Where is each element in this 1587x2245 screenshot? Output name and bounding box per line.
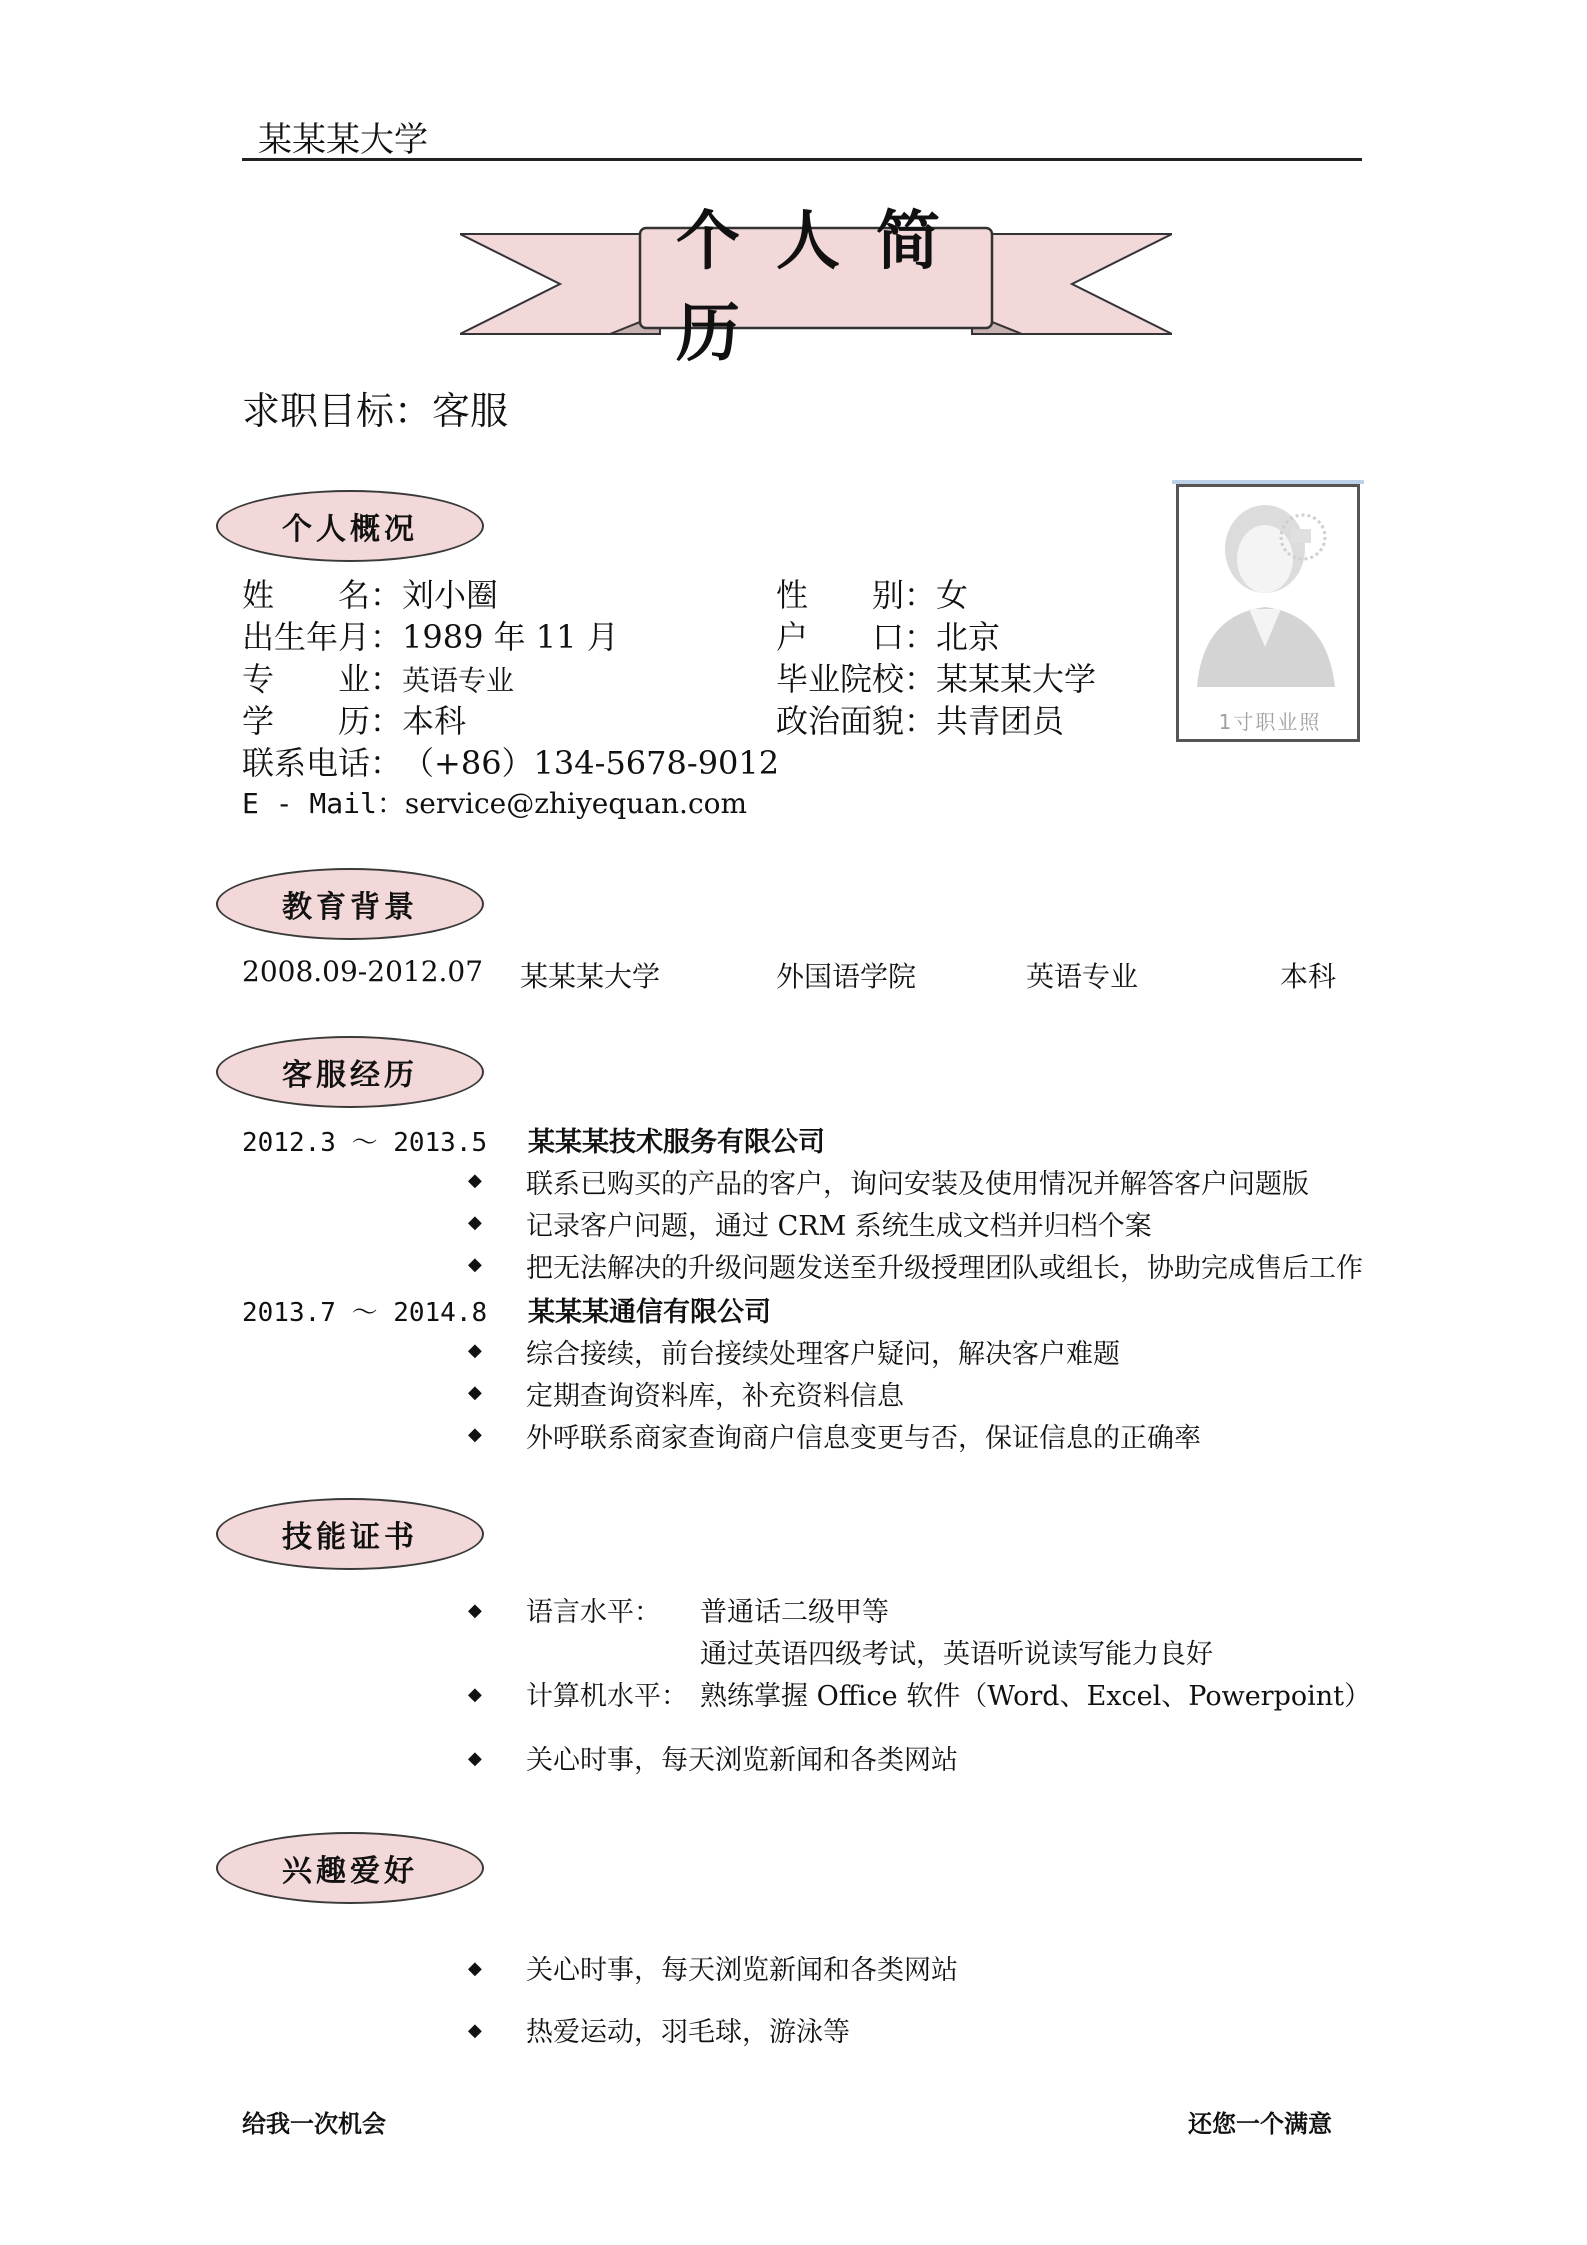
person-silhouette-icon (1179, 487, 1357, 687)
education-major: 英语专业 (1026, 960, 1139, 993)
section-profile-title: 个人概况 (282, 512, 418, 547)
hobby-item: 热爱运动，羽毛球，游泳等 (526, 2017, 850, 2048)
section-hobbies-header (216, 1832, 484, 1904)
section-hobbies-title: 兴趣爱好 (282, 1854, 418, 1889)
section-skills-title: 技能证书 (282, 1520, 418, 1555)
politics-label: 政治面貌： (776, 702, 937, 740)
job-company: 某某某技术服务有限公司 (528, 1127, 825, 1158)
birth-value: 1989 年 11 月 (402, 618, 619, 656)
degree-value: 本科 (402, 702, 467, 740)
bullet-icon: ◆ (468, 1382, 482, 1403)
job-date: 2012.3 ～ 2013.5 (242, 1128, 488, 1158)
objective-label: 求职目标： (242, 389, 433, 433)
gender-label: 性 别： (776, 576, 937, 614)
profile-gender (776, 570, 968, 616)
job-objective (242, 380, 508, 435)
section-profile-header (216, 490, 484, 562)
page-title: 个人简历 (676, 204, 976, 371)
profile-name (242, 570, 498, 616)
objective-value: 客服 (432, 389, 509, 433)
job-duty: 外呼联系商家查询商户信息变更与否，保证信息的正确率 (526, 1423, 1201, 1454)
email-value: service@zhiyequan.com (404, 787, 748, 820)
phone-value: （+86）134-5678-9012 (402, 744, 780, 782)
major-label: 专 业： (242, 660, 403, 698)
photo-caption: 1寸职业照 (1218, 710, 1322, 734)
header-rule (242, 158, 1362, 161)
profile-politics (776, 696, 1064, 742)
education-college: 外国语学院 (776, 960, 917, 993)
footer-left: 给我一次机会 (242, 2109, 386, 2138)
bullet-icon: ◆ (468, 1170, 482, 1191)
bullet-icon: ◆ (468, 1254, 482, 1275)
footer-right: 还您一个满意 (1188, 2109, 1332, 2138)
hobby-item: 关心时事，每天浏览新闻和各类网站 (526, 1955, 958, 1986)
education-degree: 本科 (1280, 960, 1337, 993)
job-duty: 定期查询资料库，补充资料信息 (526, 1381, 904, 1412)
gender-value: 女 (936, 576, 969, 614)
hukou-label: 户 口： (776, 618, 937, 656)
job-date: 2013.7 ～ 2014.8 (242, 1298, 488, 1328)
bullet-icon: ◆ (468, 1212, 482, 1233)
education-school: 某某某大学 (520, 960, 661, 993)
job-company: 某某某通信有限公司 (528, 1297, 771, 1328)
profile-degree (242, 696, 466, 742)
degree-label: 学 历： (242, 702, 403, 740)
school-value: 某某某大学 (936, 660, 1097, 698)
profile-phone (242, 738, 779, 784)
phone-label: 联系电话： (242, 744, 403, 782)
bullet-icon: ◆ (468, 1424, 482, 1445)
job-duty: 把无法解决的升级问题发送至升级授理团队或组长，协助完成售后工作 (526, 1253, 1363, 1284)
bullet-icon: ◆ (468, 1340, 482, 1361)
job-duty: 综合接续，前台接续处理客户疑问，解决客户难题 (526, 1339, 1120, 1370)
skill-computer-value: 熟练掌握 Office 软件（Word、Excel、Powerpoint） (700, 1681, 1371, 1712)
section-education-header (216, 868, 484, 940)
section-education-title: 教育背景 (282, 890, 418, 925)
email-label: E - Mail： (242, 787, 405, 820)
education-period: 2008.09-2012.07 (242, 955, 484, 988)
profile-email (242, 782, 747, 822)
bullet-icon: ◆ (468, 1684, 482, 1705)
job-duty: 联系已购买的产品的客户，询问安装及使用情况并解答客户问题版 (526, 1169, 1309, 1200)
section-experience-title: 客服经历 (282, 1058, 418, 1093)
bullet-icon: ◆ (468, 2020, 482, 2041)
hukou-value: 北京 (936, 618, 1001, 656)
profile-major (242, 654, 514, 700)
header-school: 某某某大学 (258, 120, 428, 160)
bullet-icon: ◆ (468, 1748, 482, 1769)
section-skills-header (216, 1498, 484, 1570)
photo-placeholder (1176, 484, 1360, 742)
politics-value: 共青团员 (936, 702, 1065, 740)
skill-language-1: 普通话二级甲等 (700, 1597, 889, 1628)
skill-language-2: 通过英语四级考试，英语听说读写能力良好 (700, 1639, 1213, 1670)
school-label: 毕业院校： (776, 660, 937, 698)
birth-label: 出生年月： (242, 618, 403, 656)
name-value: 刘小圈 (402, 576, 499, 614)
bullet-icon: ◆ (468, 1600, 482, 1621)
skill-language-label: 语言水平： (526, 1597, 661, 1628)
name-label: 姓 名： (242, 576, 403, 614)
profile-hukou (776, 612, 1000, 658)
skill-other: 关心时事，每天浏览新闻和各类网站 (526, 1745, 958, 1776)
bullet-icon: ◆ (468, 1958, 482, 1979)
major-value: 英语专业 (402, 664, 515, 697)
profile-birth (242, 612, 619, 658)
skill-computer-label: 计算机水平： (526, 1681, 688, 1712)
job-duty: 记录客户问题，通过 CRM 系统生成文档并归档个案 (526, 1211, 1152, 1242)
section-experience-header (216, 1036, 484, 1108)
profile-school (776, 654, 1096, 700)
